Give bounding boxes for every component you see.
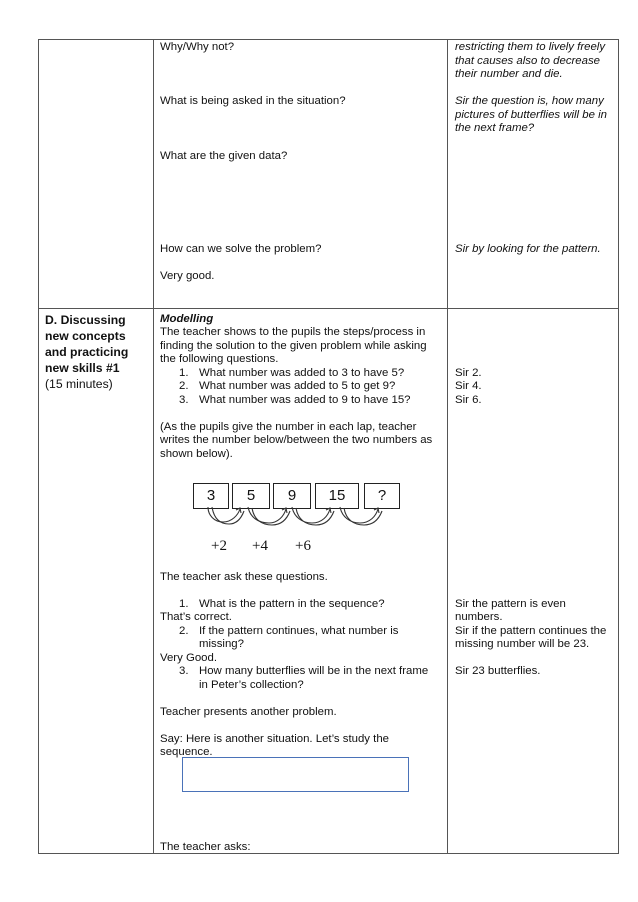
section-duration: (15 minutes): [45, 377, 113, 391]
sequence-box-2: 5: [232, 483, 270, 509]
table-left-border: [38, 39, 39, 854]
note-line-1: (As the pupils give the number in each lap, teacher: [160, 421, 417, 433]
answer-2: Sir 4.: [455, 380, 482, 392]
answer-butterflies: Sir 23 butterflies.: [455, 665, 541, 677]
answer-continue-line-2: missing number will be 23.: [455, 638, 590, 650]
question-3-number: 3.: [179, 394, 189, 406]
answer-restrict-line-3: their number and die.: [455, 68, 563, 80]
answer-1: Sir 2.: [455, 367, 482, 379]
modelling-heading: Modelling: [160, 313, 214, 325]
very-good-2: Very Good.: [160, 652, 217, 664]
difference-2: +4: [252, 538, 268, 554]
answer-restrict-line-1: restricting them to lively freely: [455, 41, 606, 53]
another-problem: Teacher presents another problem.: [160, 706, 337, 718]
answer-pattern-line-1: Sir the pattern is even: [455, 598, 566, 610]
answer-restrict-line-2: that causes also to decrease: [455, 55, 601, 67]
section-label-line-2: new concepts: [45, 329, 126, 343]
difference-1: +2: [211, 538, 227, 554]
question-given-data: What are the given data?: [160, 150, 288, 162]
question-butterflies-line-1: How many butterflies will be in the next frame: [199, 665, 429, 677]
say-line-1: Say: Here is another situation. Let’s study the: [160, 733, 389, 745]
say-line-2: sequence.: [160, 746, 213, 758]
ask-intro: The teacher ask these questions.: [160, 571, 328, 583]
question-why: Why/Why not?: [160, 41, 235, 53]
very-good-text: Very good.: [160, 270, 215, 282]
question-1-text: What number was added to 3 to have 5?: [199, 367, 405, 379]
answer-pattern: Sir by looking for the pattern.: [455, 243, 601, 255]
question-continue-line-1: If the pattern continues, what number is: [199, 625, 399, 637]
sequence-box-4: 15: [315, 483, 359, 509]
table-bottom-border: [38, 853, 619, 854]
column-divider-2: [447, 39, 448, 854]
sequence-box-5: ?: [364, 483, 400, 509]
question-2-number: 2.: [179, 380, 189, 392]
answer-3: Sir 6.: [455, 394, 482, 406]
question-1-number: 1.: [179, 367, 189, 379]
answer-question-line-1: Sir the question is, how many: [455, 95, 604, 107]
question-continue-line-2: missing?: [199, 638, 244, 650]
question-solve: How can we solve the problem?: [160, 243, 322, 255]
question-continue-number: 2.: [179, 625, 189, 637]
question-asked: What is being asked in the situation?: [160, 95, 346, 107]
sequence-placeholder-box: [182, 757, 409, 792]
intro-line-3: the following questions.: [160, 353, 279, 365]
sequence-arrows: [190, 505, 400, 530]
sequence-box-3: 9: [273, 483, 311, 509]
section-label-line-4: new skills #1: [45, 361, 120, 375]
section-label-line-1: D. Discussing: [45, 313, 126, 327]
question-2-text: What number was added to 5 to get 9?: [199, 380, 396, 392]
teacher-asks: The teacher asks:: [160, 841, 251, 853]
section-label-line-3: and practicing: [45, 345, 129, 359]
answer-question-line-3: the next frame?: [455, 122, 535, 134]
sequence-box-1: 3: [193, 483, 229, 509]
question-3-text: What number was added to 9 to have 15?: [199, 394, 411, 406]
answer-question-line-2: pictures of butterflies will be in: [455, 109, 607, 121]
row-divider: [38, 308, 619, 309]
question-pattern-number: 1.: [179, 598, 189, 610]
answer-pattern-line-2: numbers.: [455, 611, 503, 623]
intro-line-1: The teacher shows to the pupils the steps/process in: [160, 326, 426, 338]
thats-correct: That’s correct.: [160, 611, 232, 623]
question-pattern-text: What is the pattern in the sequence?: [199, 598, 385, 610]
question-butterflies-line-2: in Peter’s collection?: [199, 679, 304, 691]
note-line-3: shown below).: [160, 448, 233, 460]
note-line-2: writes the number below/between the two numbers as: [160, 434, 433, 446]
answer-continue-line-1: Sir if the pattern continues the: [455, 625, 607, 637]
column-divider-1: [153, 39, 154, 854]
question-butterflies-number: 3.: [179, 665, 189, 677]
difference-3: +6: [295, 538, 311, 554]
intro-line-2: finding the solution to the given problem while asking: [160, 340, 427, 352]
table-right-border: [618, 39, 619, 854]
